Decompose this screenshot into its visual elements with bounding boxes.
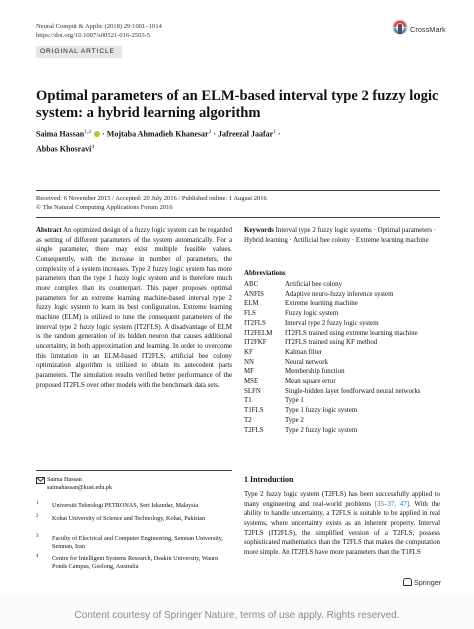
abbreviation-key: NN <box>244 358 254 366</box>
abbreviation-row <box>244 358 444 368</box>
author-list: Saima Hassan$^{1,2}$ · Mojtaba Ahmadieh Khanesar$^3$ · Jafreezal Jaafar$^1$ · Abbas Khosravi$^4$ <box>36 129 281 154</box>
abbreviation-row <box>244 416 444 426</box>
author-affiliation-marker: 1,2 <box>84 129 92 135</box>
intro-paragraph <box>244 490 440 558</box>
abbreviation-value: IT2FLS trained using KF method <box>285 339 378 347</box>
author-affiliation-marker: 1 <box>273 129 276 135</box>
abbreviation-key: T2FLS <box>244 426 264 434</box>
divider <box>36 470 232 471</box>
abstract-text: An optimized design of a fuzzy logic system can be regarded as setting of different parameters of the system automatically. For a single parameter, there may exist multiple feasible values. Consequently, with the increase in number of parameters, the complexity of a system increases. Type 2 fuzzy logic system has more parameters than the type 1 fuzzy logic system and is therefore much more complex than its counterpart. This paper proposes optimal parameters for an extreme learning machine-based interval type 2 fuzzy logic system to learn its best configuration. Extreme learning machine (ELM) is utilized to tune the consequent parameters of the interval type 2 fuzzy logic system (IT2FLS). A disadvantage of ELM is the random generation of its hidden neuron that causes additional uncertainty, in both approximation and learning. In order to overcome this limitation in an ELM-based IT2FLS, artificial bee colony optimization algorithm is utilized to obtain its antecedent parts parameters. The simulation results verified better performance of the proposed IT2FLS over other models with the benchmark data sets. <box>36 227 232 389</box>
section-heading: 1 Introduction <box>244 475 294 484</box>
abbreviation-value: Adaptive neuro-fuzzy inference system <box>285 290 394 298</box>
abbreviation-value: Mean square error <box>285 378 336 386</box>
affiliation-text: Kohat University of Science and Technology, Kohat, Pakistan <box>52 515 206 522</box>
abbreviation-value: Type 2 fuzzy logic system <box>285 426 358 434</box>
abbreviation-row <box>244 329 444 339</box>
affiliation <box>36 555 232 572</box>
affiliation <box>36 535 232 552</box>
abbreviation-key: ABC <box>244 281 259 288</box>
abbreviation-value: Extreme learning machine <box>285 300 358 308</box>
received-dates: Received: 6 November 2015 / Accepted: 20 July 2016 / Published online: 1 August 2016 <box>36 195 267 202</box>
keywords <box>244 226 440 245</box>
affiliation-number: 3 <box>36 534 39 539</box>
abstract <box>36 226 232 390</box>
abstract-label: Abstract <box>36 227 62 234</box>
abbreviation-row <box>244 290 444 300</box>
abbreviation-row <box>244 319 444 329</box>
springer-horse-icon <box>403 578 412 586</box>
crossmark-icon <box>392 19 408 39</box>
paper-title: Optimal parameters of an ELM-based interval type 2 fuzzy logic system: a hybrid learning algorithm <box>36 88 439 121</box>
abbreviation-row <box>244 299 444 309</box>
affiliation <box>36 502 232 510</box>
abbreviation-key: SLFN <box>244 387 261 395</box>
springer-logo <box>403 578 441 587</box>
intro-text: Type 2 fuzzy logic system (T2FLS) has been successfully applied to many engineering and real-world problems <box>244 491 440 508</box>
crossmark-label: CrossMark <box>410 25 446 34</box>
correspondence <box>36 476 232 493</box>
abbreviation-row <box>244 396 444 406</box>
corresponding-author-name: Saima Hassan <box>47 476 82 483</box>
envelope-icon <box>36 477 45 484</box>
abbreviation-value: Artificial bee colony <box>285 281 343 288</box>
crossmark-badge[interactable] <box>392 19 460 41</box>
abbreviation-row <box>244 387 444 397</box>
author-affiliation-marker: 3 <box>208 129 212 135</box>
author-name[interactable]: Jafreezal Jaafar <box>218 129 274 139</box>
keywords-text: Interval type 2 fuzzy logic systems · Optimal parameters · Hybrid learning · Artificial bee colony · Extreme learning machine <box>244 227 437 244</box>
abbreviation-key: ELM <box>244 300 259 308</box>
orcid-icon[interactable] <box>94 131 100 137</box>
author-name[interactable]: Saima Hassan <box>36 129 85 139</box>
abbreviation-key: MSE <box>244 378 259 386</box>
abbreviation-value: Type 1 <box>285 397 304 405</box>
journal-citation: Neural Comput & Applic (2018) 29:1001–1014 <box>36 23 162 30</box>
abbreviation-key: FLS <box>244 310 256 318</box>
copyright-notice: © The Natural Computing Applications Forum 2016 <box>36 204 173 211</box>
keywords-label: Keywords <box>244 227 274 234</box>
abbreviation-value: Type 1 fuzzy logic system <box>285 407 358 415</box>
citation-link[interactable]: [35–37, 47] <box>374 500 409 508</box>
abbreviation-value: Neural network <box>285 358 329 366</box>
affiliation-number: 1 <box>36 501 39 506</box>
abbreviation-key: IT2FKF <box>244 339 267 347</box>
abbreviation-value: Fuzzy logic system <box>285 310 339 318</box>
abbreviation-row <box>244 426 444 436</box>
abbreviation-value: Membership function <box>285 368 345 376</box>
abbreviation-key: T1 <box>244 397 252 405</box>
intro-text: . With the ability to handle uncertainty, a T2FLS is suitable to be applied in real systems, where uncertainty exists as an inherent property. Interval T2FLS (IT2FLS), the simplified version of a T2FLS, possess sophisticated mathematics than the T2FLS that makes the computation more simple. An IT2FLS have more parameters than the T1FLS <box>244 500 440 556</box>
abbreviation-value: Type 2 <box>285 416 304 424</box>
affiliation-text: Centre for Intelligent Systems Research, Deakin University, Waurn Ponds Campus, Geelong, Australia <box>52 555 219 571</box>
abbreviation-key: MF <box>244 368 254 376</box>
footer-notice: Content courtesy of Springer Nature, terms of use apply. Rights reserved. <box>74 610 400 621</box>
abbreviations-table <box>244 280 444 435</box>
abbreviation-row <box>244 280 444 290</box>
affiliation-text: Faculty of Electrical and Computer Engineering, Semnan University, Semnan, Iran <box>52 535 223 551</box>
author-affiliation-marker: 4 <box>91 144 95 151</box>
abbreviation-row <box>244 338 444 348</box>
affiliation <box>36 515 232 523</box>
divider <box>36 217 440 218</box>
divider <box>36 190 440 191</box>
abbreviation-row <box>244 348 444 358</box>
abbreviation-row <box>244 367 444 377</box>
abbreviation-key: T1FLS <box>244 407 264 415</box>
affiliation-text: Universiti Teknologi PETRONAS, Seri Iskandar, Malaysia <box>52 502 199 509</box>
abbreviation-value: Interval type 2 fuzzy logic system <box>285 319 379 327</box>
abbreviation-row <box>244 309 444 319</box>
abbreviations-heading: Abbreviations <box>244 270 286 277</box>
doi-link[interactable]: https://doi.org/10.1007/s00521-016-2503-5 <box>36 32 151 39</box>
affiliation-number: 4 <box>36 554 39 559</box>
abbreviation-key: IT2FLS <box>244 319 266 327</box>
abbreviation-key: ANFIS <box>244 290 264 298</box>
abbreviation-row <box>244 377 444 387</box>
abbreviation-key: KF <box>244 348 253 356</box>
abbreviation-value: Single-hidden layer feedforward neural networks <box>285 387 421 395</box>
abbreviation-key: T2 <box>244 416 252 424</box>
article-type-label: ORIGINAL ARTICLE <box>40 48 115 55</box>
corresponding-author-email[interactable]: saimahassan@kust.edu.pk <box>47 484 113 492</box>
author-name[interactable]: Abbas Khosravi <box>36 144 92 154</box>
author-name[interactable]: Mojtaba Ahmadieh Khanesar <box>106 129 209 139</box>
abbreviation-key: IT2FELM <box>244 329 273 337</box>
abbreviation-value: Kalman filter <box>285 348 322 356</box>
publisher-name: Springer <box>414 578 442 587</box>
abbreviation-value: IT2FLS trained using extreme learning machine <box>285 329 418 337</box>
affiliation-number: 2 <box>36 514 39 519</box>
abbreviation-row <box>244 406 444 416</box>
